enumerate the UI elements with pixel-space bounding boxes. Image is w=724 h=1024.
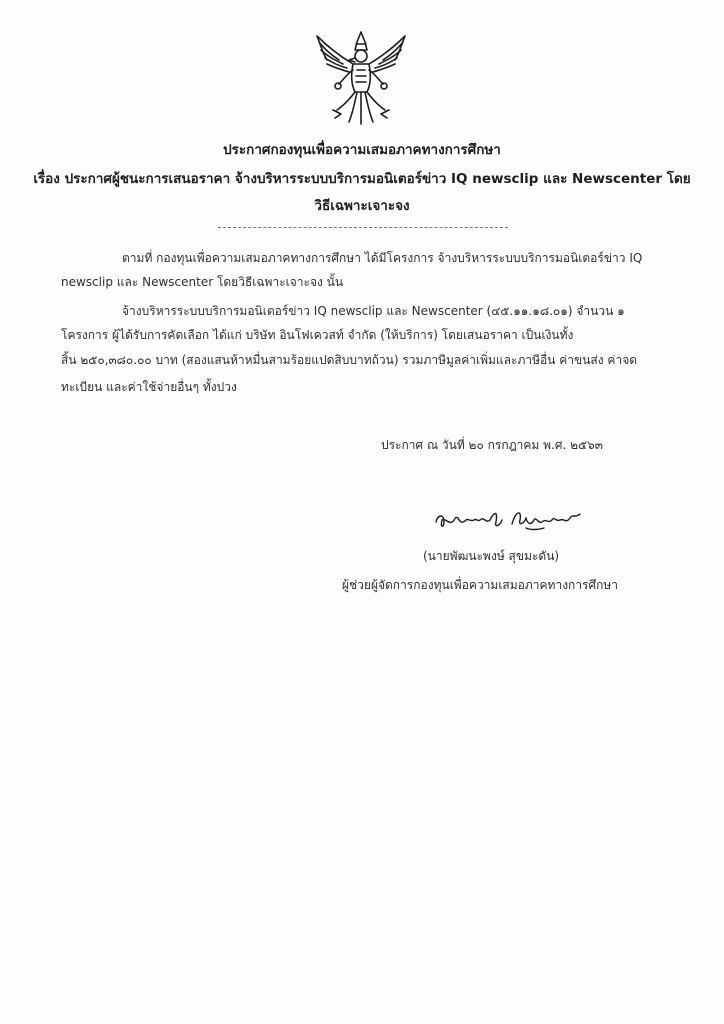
garuda-emblem-icon (309, 30, 413, 126)
paragraph-1-line-2: newsclip และ Newscenter โดยวิธีเฉพาะเจาะจง นั้น (61, 275, 344, 289)
paragraph-2-line-2: โครงการ ผู้ได้รับการคัดเลือก ได้แก่ บริษัท อินโฟเควสท์ จำกัด (ให้บริการ) โดยเสนอราคา เป็นเงินทั้ง (61, 328, 574, 342)
announcement-subject: เรื่อง ประกาศผู้ชนะการเสนอราคา จ้างบริหารระบบบริการมอนิเตอร์ข่าว IQ newsclip และ Newscenter โดย (33, 171, 691, 187)
signature-icon (430, 500, 590, 540)
signer-position: ผู้ช่วยผู้จัดการกองทุนเพื่อความเสมอภาคทางการศึกษา (342, 578, 619, 592)
dashed-divider (218, 227, 508, 228)
announcement-title: ประกาศกองทุนเพื่อความเสมอภาคทางการศึกษา (223, 142, 501, 158)
announcement-subject-cont: วิธีเฉพาะเจาะจง (314, 198, 410, 214)
paragraph-2-line-4: ทะเบียน และค่าใช้จ่ายอื่นๆ ทั้งปวง (61, 380, 237, 394)
paragraph-2-line-3: สิ้น ๒๕๐,๓๘๐.๐๐ บาท (สองแสนห้าหมื่นสามร้อยแปดสิบบาทถ้วน) รวมภาษีมูลค่าเพิ่มและภาษีอื่น ค่าขนส่ง ค่าจด (61, 353, 638, 367)
paragraph-1-line-1: ตามที่ กองทุนเพื่อความเสมอภาคทางการศึกษา ได้มีโครงการ จ้างบริหารระบบบริการมอนิเตอร์ข่าว IQ (122, 251, 643, 265)
announcement-date: ประกาศ ณ วันที่ ๒๐ กรกฎาคม พ.ศ. ๒๕๖๓ (381, 438, 603, 452)
signer-name: (นายพัฒนะพงษ์ สุขมะดัน) (423, 549, 560, 563)
paragraph-2-line-1: จ้างบริหารระบบบริการมอนิเตอร์ข่าว IQ newsclip และ Newscenter (๔๕.๑๑.๑๘.๐๑) จำนวน ๑ (122, 304, 625, 318)
